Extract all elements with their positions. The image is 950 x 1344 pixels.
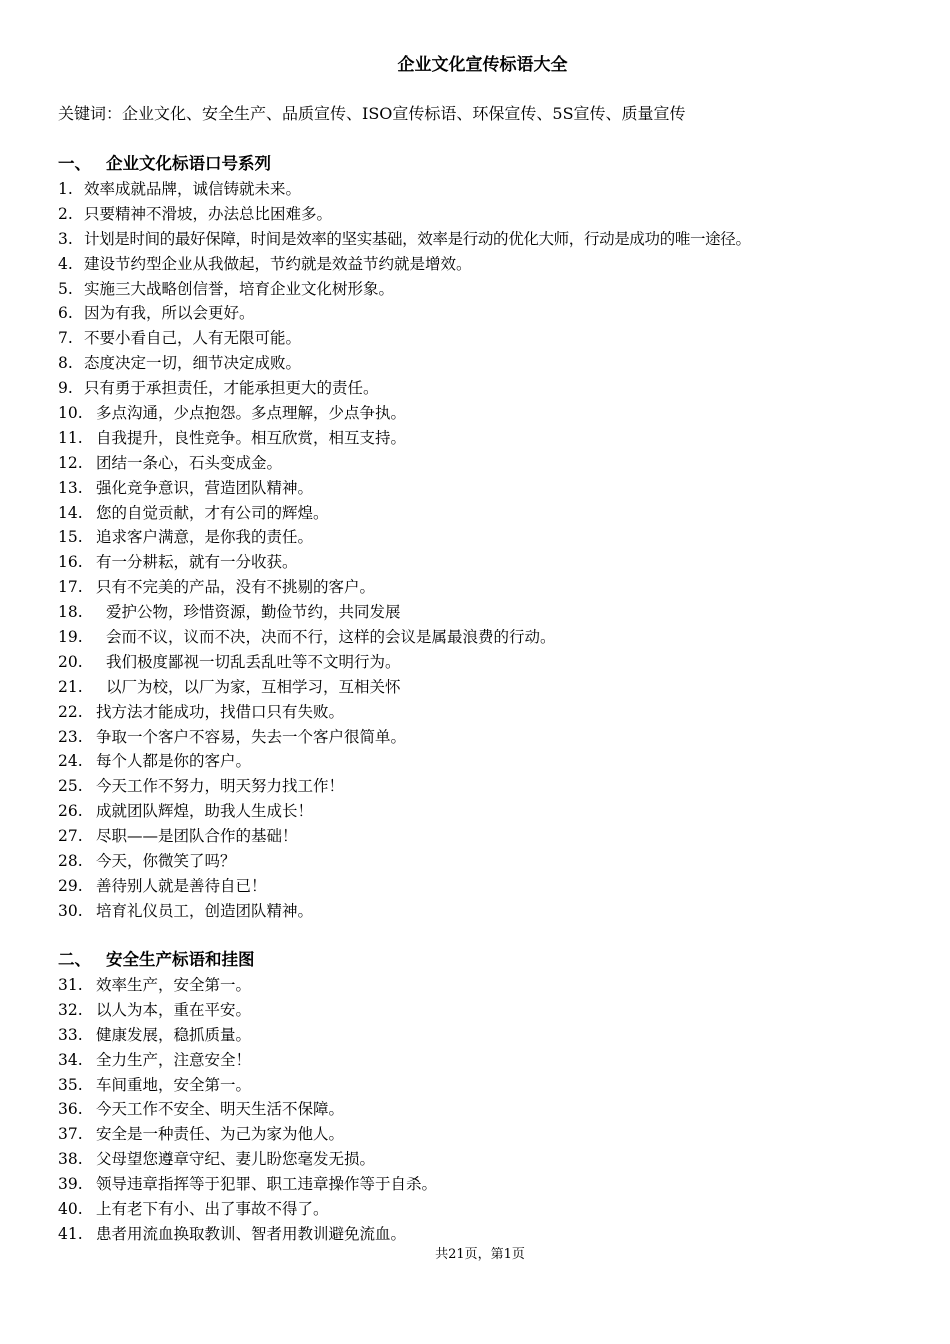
item-text: 今天，你微笑了吗？ (96, 852, 236, 871)
list-item (58, 202, 938, 227)
list-item (58, 725, 938, 750)
item-number: 34. (58, 1050, 83, 1069)
item-text: 善待别人就是善待自已！ (96, 876, 267, 895)
item-number: 16. (58, 553, 83, 572)
item-number: 24. (58, 752, 83, 771)
keywords-line: 关键词：企业文化、安全生产、品质宣传、ISO宣传标语、环保宣传、5S宣传、质量宣传 (58, 104, 686, 123)
list-item (58, 501, 938, 526)
item-text: 车间重地，安全第一。 (96, 1075, 252, 1094)
list-item (58, 227, 938, 252)
list-item (58, 525, 938, 550)
item-text: 安全是一种责任、为己为家为他人。 (96, 1125, 345, 1144)
list-item (58, 575, 938, 600)
list-item (58, 774, 938, 799)
item-text: 多点沟通，少点抱怨。多点理解，少点争执。 (96, 404, 407, 423)
list-item (58, 277, 938, 302)
list-item (58, 1222, 938, 1247)
list-item (58, 550, 938, 575)
item-text: 今天工作不努力，明天努力找工作！ (96, 777, 345, 796)
item-number: 39. (58, 1175, 83, 1194)
item-number: 25. (58, 777, 83, 796)
document-title: 企业文化宣传标语大全 (397, 55, 568, 75)
item-text: 患者用流血换取教训、智者用教训避免流血。 (96, 1224, 407, 1243)
item-text: 态度决定一切，细节决定成败。 (84, 354, 302, 373)
item-number: 32. (58, 1000, 83, 1019)
item-number: 20. (58, 652, 83, 671)
item-text: 自我提升，良性竞争。相互欣赏，相互支持。 (96, 428, 407, 447)
list-item (58, 650, 938, 675)
item-text: 每个人都是你的客户。 (96, 752, 252, 771)
item-number: 33. (58, 1025, 83, 1044)
item-number: 12. (58, 453, 83, 472)
item-text: 领导违章指挥等于犯罪、职工违章操作等于自杀。 (96, 1175, 438, 1194)
item-number: 1. (58, 180, 73, 198)
item-text: 建设节约型企业从我做起，节约就是效益节约就是增效。 (84, 254, 472, 273)
item-number: 38. (58, 1150, 83, 1169)
list-item (58, 177, 938, 202)
item-text: 今天工作不安全、明天生活不保障。 (96, 1100, 345, 1119)
item-number: 36. (58, 1100, 83, 1119)
item-text: 效率生产，安全第一。 (96, 976, 252, 994)
item-number: 18. (58, 603, 83, 622)
item-text: 爱护公物，珍惜资源，勤俭节约，共同发展 (106, 603, 401, 622)
item-text: 团结一条心，石头变成金。 (96, 453, 283, 472)
item-number: 7. (58, 329, 73, 348)
list-item (58, 401, 938, 426)
item-number: 17. (58, 578, 83, 597)
item-number: 35. (58, 1075, 83, 1094)
item-text: 尽职——是团队合作的基础！ (96, 827, 298, 846)
list-item (58, 849, 938, 874)
list-item (58, 1147, 938, 1172)
item-text: 以人为本，重在平安。 (96, 1000, 252, 1019)
item-text: 只有勇于承担责任，才能承担更大的责任。 (84, 379, 379, 398)
item-number: 19. (58, 628, 83, 647)
list-item (58, 1197, 938, 1222)
item-text: 以厂为校，以厂为家，互相学习，互相关怀 (106, 677, 401, 696)
list-item (58, 799, 938, 824)
section-heading (58, 150, 938, 177)
page-footer: 共21页，第1页 (435, 1247, 525, 1262)
item-number: 11. (58, 428, 83, 447)
list-item (58, 376, 938, 401)
item-text: 会而不议，议而不决，决而不行，这样的会议是属最浪费的行动。 (106, 628, 556, 647)
section-heading (58, 946, 938, 973)
item-number: 9. (58, 379, 73, 398)
section-number: 一、 (58, 154, 91, 173)
section-number: 二、 (58, 950, 91, 969)
item-text: 不要小看自己，人有无限可能。 (84, 329, 302, 348)
item-number: 14. (58, 503, 83, 522)
list-item (58, 625, 938, 650)
item-number: 2. (58, 204, 73, 223)
item-text: 我们极度鄙视一切乱丢乱吐等不文明行为。 (106, 652, 401, 671)
section-title: 企业文化标语口号系列 (106, 154, 271, 173)
list-item (58, 973, 938, 998)
list-item (58, 600, 938, 625)
list-item (58, 426, 938, 451)
list-item (58, 301, 938, 326)
list-item (58, 899, 938, 924)
item-number: 40. (58, 1200, 83, 1219)
section-safety-slogans (58, 946, 938, 1247)
list-item (58, 874, 938, 899)
list-item (58, 998, 938, 1023)
list-item (58, 749, 938, 774)
list-item (58, 824, 938, 849)
item-number: 4. (58, 254, 73, 273)
list-item (58, 675, 938, 700)
item-text: 您的自觉贡献，才有公司的辉煌。 (96, 503, 329, 522)
section-title: 安全生产标语和挂图 (106, 950, 255, 969)
item-text: 效率成就品牌，诚信铸就未来。 (84, 180, 302, 198)
list-item (58, 252, 938, 277)
list-item (58, 700, 938, 725)
item-number: 6. (58, 304, 73, 323)
item-text: 培育礼仪员工，创造团队精神。 (96, 901, 314, 920)
item-number: 30. (58, 901, 83, 920)
item-text: 追求客户满意，是你我的责任。 (96, 528, 314, 547)
list-item (58, 1073, 938, 1098)
item-text: 全力生产，注意安全！ (96, 1050, 252, 1069)
item-number: 23. (58, 727, 83, 746)
section-culture-slogans (58, 150, 938, 924)
item-text: 实施三大战略创信誉，培育企业文化树形象。 (84, 279, 395, 298)
item-number: 29. (58, 876, 83, 895)
item-text: 只要精神不滑坡，办法总比困难多。 (84, 204, 333, 223)
item-number: 41. (58, 1224, 83, 1243)
item-number: 27. (58, 827, 83, 846)
item-text: 成就团队辉煌，助我人生成长！ (96, 802, 314, 821)
list-item (58, 1172, 938, 1197)
item-number: 21. (58, 677, 83, 696)
item-text: 上有老下有小、出了事故不得了。 (96, 1200, 329, 1219)
item-number: 31. (58, 976, 83, 994)
item-text: 父母望您遵章守纪、妻儿盼您毫发无损。 (96, 1150, 376, 1169)
item-text: 强化竞争意识，营造团队精神。 (96, 478, 314, 497)
item-text: 有一分耕耘，就有一分收获。 (96, 553, 298, 572)
slogan-list (58, 973, 938, 1247)
list-item (58, 451, 938, 476)
item-number: 22. (58, 702, 83, 721)
list-item (58, 1097, 938, 1122)
item-number: 15. (58, 528, 83, 547)
item-number: 8. (58, 354, 73, 373)
list-item (58, 1122, 938, 1147)
item-number: 3. (58, 229, 73, 248)
item-text: 争取一个客户不容易，失去一个客户很简单。 (96, 727, 407, 746)
item-number: 13. (58, 478, 83, 497)
item-text: 找方法才能成功，找借口只有失败。 (96, 702, 345, 721)
list-item (58, 351, 938, 376)
slogan-list (58, 177, 938, 924)
item-text: 计划是时间的最好保障，时间是效率的坚实基础，效率是行动的优化大师，行动是成功的唯一途径。 (84, 229, 751, 248)
item-number: 26. (58, 802, 83, 821)
item-text: 只有不完美的产品，没有不挑剔的客户。 (96, 578, 376, 597)
item-number: 10. (58, 404, 83, 423)
item-text: 健康发展，稳抓质量。 (96, 1025, 252, 1044)
list-item (58, 326, 938, 351)
list-item (58, 1048, 938, 1073)
item-text: 因为有我，所以会更好。 (84, 304, 255, 323)
item-number: 28. (58, 852, 83, 871)
item-number: 37. (58, 1125, 83, 1144)
list-item (58, 476, 938, 501)
item-number: 5. (58, 279, 73, 298)
list-item (58, 1023, 938, 1048)
